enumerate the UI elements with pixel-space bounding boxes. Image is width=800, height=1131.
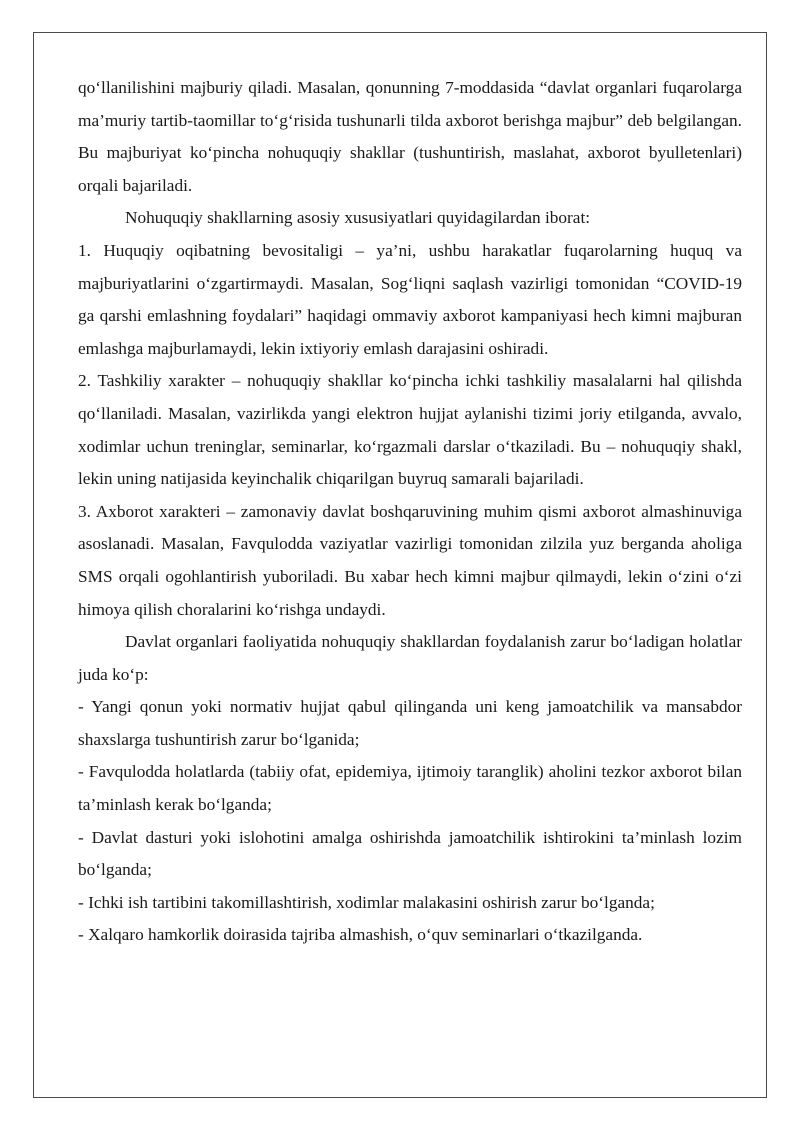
bullet-item-internal-procedures: - Ichki ish tartibini takomillashtirish, xodimlar malakasini oshirish zarur bo‘lganda;	[78, 892, 655, 912]
list-item-organizational-character: 2. Tashkiliy xarakter – nohuquqiy shakllar ko‘pincha ichki tashkiliy masalalarni hal qilishda qo‘llaniladi. Masalan, vazirlikda yangi elektron hujjat aylanishi tizimi joriy etilganda, avvalo, xodimlar uchun treninglar, seminarlar, ko‘rgazmali darslar o‘tkaziladi. Bu – nohuquqiy shakl, lekin uning natijasida keyinchalik chiqarilgan buyruq samarali bajariladi.	[78, 371, 742, 489]
list-item-legal-consequence: 1. Huquqiy oqibatning bevositaligi – ya’ni, ushbu harakatlar fuqarolarning huquq va majburiyatlarini o‘zgartirmaydi. Masalan, Sog‘liqni saqlash vazirligi tomonidan “COVID-19 ga qarshi emlashning foydalari” haqidagi ommaviy axborot kampaniyasi hech kimni majburan emlashga majburlamaydi, lekin ixtiyoriy emlash darajasini oshiradi.	[78, 240, 742, 358]
bullet-item-state-program: - Davlat dasturi yoki islohotini amalga oshirishda jamoatchilik ishtirokini ta’minlash lozim bo‘lganda;	[78, 827, 742, 880]
list-item-information-character: 3. Axborot xarakteri – zamonaviy davlat boshqaruvining muhim qismi axborot almashinuviga asoslanadi. Masalan, Favqulodda vaziyatlar vazirligi tomonidan zilzila yuz berganda aholiga SMS orqali ogohlantirish yuboriladi. Bu xabar hech kimni majbur qilmaydi, lekin o‘zini o‘zi himoya qilish choralarini ko‘rishga undaydi.	[78, 501, 742, 619]
bullet-item-emergency: - Favqulodda holatlarda (tabiiy ofat, epidemiya, ijtimoiy taranglik) aholini tezkor axborot bilan ta’minlash kerak bo‘lganda;	[78, 762, 742, 815]
paragraph-features-intro: Nohuquqiy shakllarning asosiy xususiyatlari quyidagilardan iborat:	[125, 208, 591, 228]
bullet-item-new-law: - Yangi qonun yoki normativ hujjat qabul qilinganda uni keng jamoatchilik va mansabdor shaxslarga tushuntirish zarur bo‘lganida;	[78, 697, 742, 749]
paragraph-continuation: qo‘llanilishini majburiy qiladi. Masalan, qonunning 7-moddasida “davlat organlari fuqarolarga ma’muriy tartib-taomillar to‘g‘risida tushunarli tilda axborot berishga majbur” deb belgilangan. Bu majburiyat ko‘pincha nohuquqiy shakllar (tushuntirish, maslahat, axborot byulletenlari) orqali bajariladi.	[78, 78, 742, 195]
bullet-item-international-cooperation: - Xalqaro hamkorlik doirasida tajriba almashish, o‘quv seminarlari o‘tkazilganda.	[78, 925, 643, 945]
document-body	[78, 72, 742, 952]
paragraph-cases-intro: Davlat organlari faoliyatida nohuquqiy shakllardan foydalanish zarur bo‘ladigan holatlar juda ko‘p:	[78, 632, 742, 684]
